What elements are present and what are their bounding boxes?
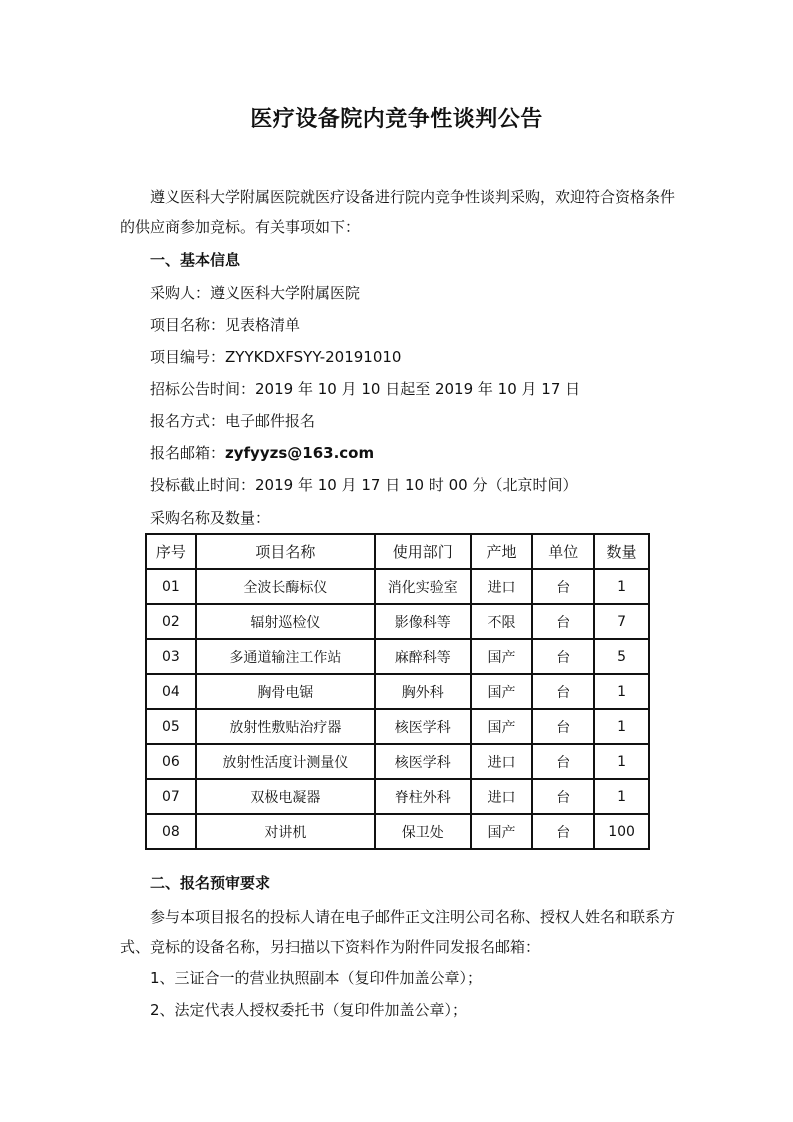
- requirement-item-2: 2、法定代表人授权委托书（复印件加盖公章）；: [150, 1001, 468, 1019]
- cell-origin: 国产: [471, 639, 533, 674]
- cell-item-name: 放射性活度计测量仪: [196, 744, 375, 779]
- cell-origin: 不限: [471, 604, 533, 639]
- table-caption: 采购名称及数量：: [150, 509, 271, 527]
- cell-quantity: 1: [594, 779, 649, 814]
- cell-origin: 进口: [471, 744, 533, 779]
- notice-time-value: 2019 年 10 月 10 日起至 2019 年 10 月 17 日: [255, 380, 581, 398]
- cell-unit: 台: [532, 744, 594, 779]
- procurement-table: [145, 533, 650, 850]
- cell-unit: 台: [532, 779, 594, 814]
- cell-quantity: 7: [594, 604, 649, 639]
- project-name-label: 项目名称：: [150, 316, 226, 334]
- table-row: [146, 569, 649, 604]
- cell-item-name: 多通道输注工作站: [196, 639, 375, 674]
- cell-department: 消化实验室: [375, 569, 471, 604]
- cell-unit: 台: [532, 674, 594, 709]
- notice-time-label: 招标公告时间：: [150, 380, 256, 398]
- cell-department: 影像科等: [375, 604, 471, 639]
- cell-quantity: 100: [594, 814, 649, 849]
- document-title: 医疗设备院内竞争性谈判公告: [250, 107, 543, 132]
- deadline-value: 2019 年 10 月 17 日 10 时 00 分（北京时间）: [255, 476, 578, 494]
- cell-quantity: 1: [594, 744, 649, 779]
- cell-department: 胸外科: [375, 674, 471, 709]
- cell-item-name: 对讲机: [196, 814, 375, 849]
- header-unit: 单位: [532, 534, 594, 569]
- section1-heading: 一、基本信息: [150, 251, 241, 269]
- project-no-line: [150, 347, 401, 367]
- cell-unit: 台: [532, 604, 594, 639]
- table-row: [146, 779, 649, 814]
- table-row: [146, 709, 649, 744]
- cell-department: 核医学科: [375, 744, 471, 779]
- cell-index: 02: [146, 604, 196, 639]
- cell-origin: 国产: [471, 814, 533, 849]
- signup-method-label: 报名方式：: [150, 412, 226, 430]
- cell-index: 08: [146, 814, 196, 849]
- table-row: [146, 674, 649, 709]
- cell-department: 麻醉科等: [375, 639, 471, 674]
- cell-origin: 国产: [471, 674, 533, 709]
- cell-index: 05: [146, 709, 196, 744]
- header-index: 序号: [146, 534, 196, 569]
- cell-unit: 台: [532, 709, 594, 744]
- buyer-value: 遵义医科大学附属医院: [210, 284, 361, 302]
- cell-index: 01: [146, 569, 196, 604]
- intro-paragraph: 遵义医科大学附属医院就医疗设备进行院内竞争性谈判采购，欢迎符合资格条件的供应商参加竞标。有关事项如下：: [120, 188, 676, 236]
- cell-index: 04: [146, 674, 196, 709]
- cell-origin: 国产: [471, 709, 533, 744]
- notice-time-line: [150, 379, 580, 399]
- table-row: [146, 814, 649, 849]
- buyer-line: [150, 283, 360, 303]
- project-name-line: [150, 315, 300, 335]
- section2-paragraph: 参与本项目报名的投标人请在电子邮件正文注明公司名称、授权人姓名和联系方式、竞标的设备名称，另扫描以下资料作为附件同发报名邮箱：: [120, 908, 676, 956]
- header-department: 使用部门: [375, 534, 471, 569]
- cell-item-name: 辐射巡检仪: [196, 604, 375, 639]
- cell-quantity: 1: [594, 709, 649, 744]
- cell-item-name: 胸骨电锯: [196, 674, 375, 709]
- cell-item-name: 放射性敷贴治疗器: [196, 709, 375, 744]
- cell-index: 03: [146, 639, 196, 674]
- table-row: [146, 639, 649, 674]
- cell-department: 保卫处: [375, 814, 471, 849]
- signup-email-line: [150, 443, 374, 463]
- signup-email-label: 报名邮箱：: [150, 444, 226, 462]
- cell-unit: 台: [532, 814, 594, 849]
- project-name-value: 见表格清单: [225, 316, 301, 334]
- cell-origin: 进口: [471, 779, 533, 814]
- header-quantity: 数量: [594, 534, 649, 569]
- table-row: [146, 744, 649, 779]
- header-origin: 产地: [471, 534, 533, 569]
- requirement-item-1: 1、三证合一的营业执照副本（复印件加盖公章）；: [150, 969, 483, 987]
- project-no-value: ZYYKDXFSYY-20191010: [225, 348, 402, 366]
- table-row: [146, 604, 649, 639]
- cell-unit: 台: [532, 639, 594, 674]
- cell-department: 核医学科: [375, 709, 471, 744]
- cell-origin: 进口: [471, 569, 533, 604]
- project-no-label: 项目编号：: [150, 348, 226, 366]
- section2-heading: 二、报名预审要求: [150, 874, 271, 892]
- signup-email-value[interactable]: zyfyyzs@163.com: [225, 444, 375, 462]
- cell-index: 06: [146, 744, 196, 779]
- cell-index: 07: [146, 779, 196, 814]
- cell-department: 脊柱外科: [375, 779, 471, 814]
- signup-method-value: 电子邮件报名: [225, 412, 316, 430]
- cell-quantity: 1: [594, 674, 649, 709]
- cell-quantity: 1: [594, 569, 649, 604]
- buyer-label: 采购人：: [150, 284, 211, 302]
- deadline-line: [150, 475, 577, 495]
- signup-method-line: [150, 411, 315, 431]
- table-header-row: [146, 534, 649, 569]
- cell-item-name: 双极电凝器: [196, 779, 375, 814]
- cell-unit: 台: [532, 569, 594, 604]
- cell-quantity: 5: [594, 639, 649, 674]
- deadline-label: 投标截止时间：: [150, 476, 256, 494]
- header-item-name: 项目名称: [196, 534, 375, 569]
- cell-item-name: 全波长酶标仪: [196, 569, 375, 604]
